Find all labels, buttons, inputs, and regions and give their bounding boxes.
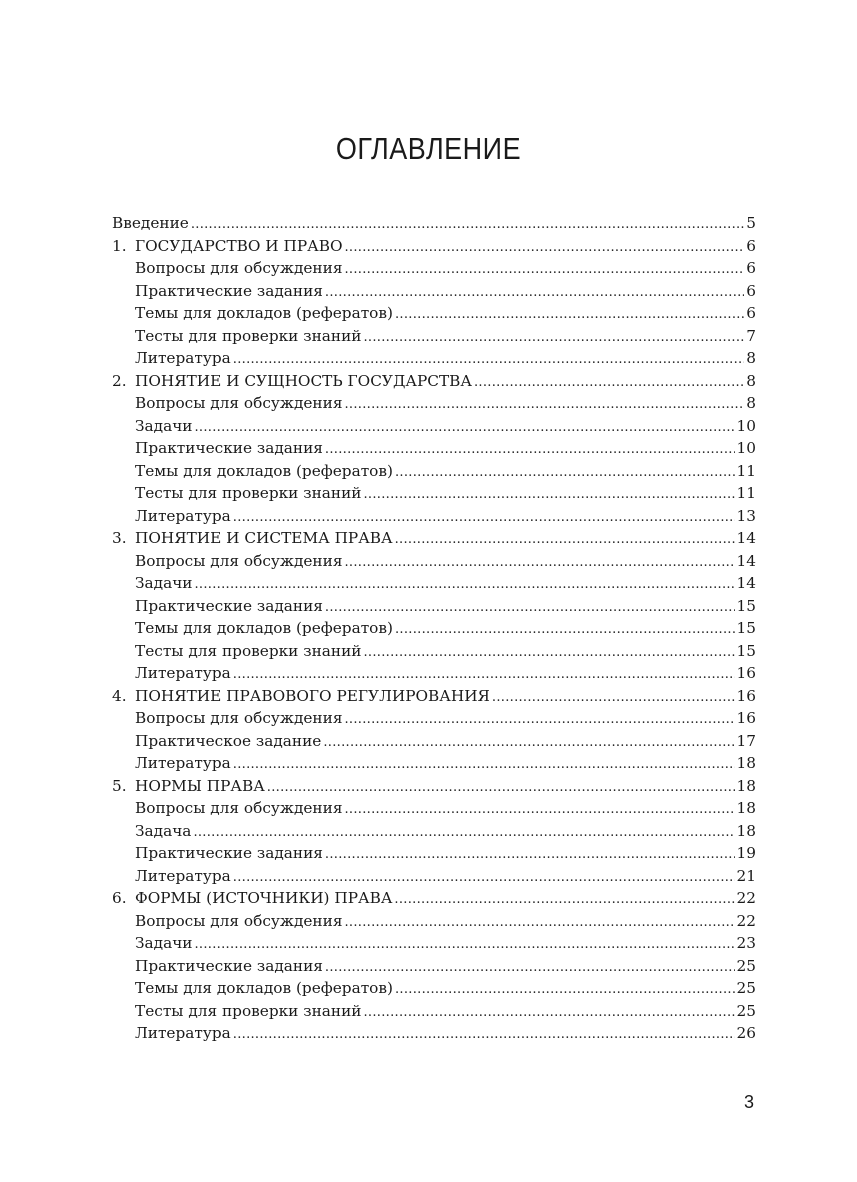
table-of-contents xyxy=(112,212,756,1045)
toc-entry-text: Темы для докладов (рефератов) xyxy=(135,979,393,997)
toc-subentry xyxy=(112,640,756,663)
toc-entry-number: 1. xyxy=(112,236,127,255)
toc-entry-label xyxy=(135,977,393,1000)
toc-subentry xyxy=(112,662,756,685)
toc-entry-page: 14 xyxy=(736,551,756,570)
toc-entry-label xyxy=(135,842,323,865)
toc-entry-text: Тесты для проверки знаний xyxy=(135,326,362,345)
toc-entry-label xyxy=(135,662,231,685)
toc-entry-page: 7 xyxy=(746,326,756,345)
toc-dot-leader xyxy=(233,349,745,370)
toc-dot-leader xyxy=(395,619,735,640)
toc-entry-text: Литература xyxy=(135,349,231,367)
toc-dot-leader xyxy=(364,484,735,505)
toc-entry-text: Практические задания xyxy=(135,844,323,862)
toc-entry-label xyxy=(135,797,342,820)
toc-entry-page: 18 xyxy=(736,754,756,772)
toc-entry-page: 10 xyxy=(736,439,756,457)
toc-subentry xyxy=(112,707,756,730)
toc-subentry xyxy=(112,595,756,618)
toc-dot-leader xyxy=(325,844,735,865)
toc-subentry xyxy=(112,325,756,348)
toc-entry-page: 16 xyxy=(736,664,756,682)
toc-subentry xyxy=(112,865,756,888)
toc-entry-label xyxy=(135,572,193,595)
toc-subentry xyxy=(112,572,756,595)
toc-dot-leader xyxy=(195,417,735,438)
toc-entry xyxy=(112,235,756,258)
toc-dot-leader xyxy=(233,754,735,775)
toc-entry-text: Задачи xyxy=(135,574,193,592)
toc-subentry xyxy=(112,505,756,528)
toc-entry-text: Практические задания xyxy=(135,439,323,457)
toc-entry-label xyxy=(135,617,393,640)
toc-entry-label xyxy=(112,887,392,910)
toc-entry-text: ПОНЯТИЕ И СУЩНОСТЬ ГОСУДАРСТВА xyxy=(135,371,472,390)
toc-entry-label xyxy=(135,640,362,663)
toc-entry-text: Задачи xyxy=(135,934,193,952)
toc-entry-label xyxy=(135,280,323,303)
toc-subentry xyxy=(112,820,756,843)
toc-entry-label xyxy=(135,910,342,933)
toc-subentry xyxy=(112,415,756,438)
toc-dot-leader xyxy=(395,304,744,325)
toc-entry-page: 15 xyxy=(736,641,756,660)
toc-dot-leader xyxy=(195,574,735,595)
toc-entry xyxy=(112,527,756,550)
toc-entry-label xyxy=(135,707,342,730)
toc-entry-page: 6 xyxy=(746,259,756,277)
toc-entry-text: Введение xyxy=(112,214,189,232)
toc-subentry xyxy=(112,730,756,753)
toc-subentry xyxy=(112,955,756,978)
toc-entry-page: 11 xyxy=(736,484,756,502)
toc-entry-page: 15 xyxy=(736,619,756,637)
toc-entry-label xyxy=(135,1000,362,1023)
toc-entry-label xyxy=(135,752,231,775)
toc-subentry xyxy=(112,302,756,325)
toc-entry-text: ПОНЯТИЕ И СИСТЕМА ПРАВА xyxy=(135,529,393,547)
toc-entry-text: Тесты для проверки знаний xyxy=(135,484,362,502)
toc-entry-text: Вопросы для обсуждения xyxy=(135,259,343,277)
toc-entry-page: 17 xyxy=(736,731,756,750)
toc-entry-number: 4. xyxy=(112,686,127,705)
toc-dot-leader xyxy=(395,462,735,483)
toc-entry-page: 23 xyxy=(736,934,756,952)
toc-dot-leader xyxy=(233,664,735,685)
toc-dot-leader xyxy=(474,372,744,393)
toc-dot-leader xyxy=(364,642,735,663)
toc-entry-page: 15 xyxy=(736,596,756,615)
toc-subentry xyxy=(112,437,756,460)
toc-entry-label xyxy=(112,370,472,393)
toc-entry-text: Литература xyxy=(135,1024,231,1042)
toc-entry-text: Практические задания xyxy=(135,281,323,300)
toc-entry-number: 5. xyxy=(112,776,127,795)
toc-entry-text: Литература xyxy=(135,754,231,772)
toc-entry-page: 6 xyxy=(746,281,756,300)
toc-subentry xyxy=(112,257,756,280)
toc-entry-page: 18 xyxy=(736,776,756,795)
toc-dot-leader xyxy=(267,777,735,798)
toc-entry-page: 18 xyxy=(736,821,756,840)
toc-dot-leader xyxy=(233,867,735,888)
toc-dot-leader xyxy=(364,1002,735,1023)
page-title: ОГЛАВЛЕНИЕ xyxy=(335,132,522,166)
toc-entry-page: 10 xyxy=(736,416,756,435)
toc-dot-leader xyxy=(325,439,735,460)
toc-dot-leader xyxy=(492,687,735,708)
toc-entry xyxy=(112,685,756,708)
toc-dot-leader xyxy=(344,799,734,820)
toc-entry-page: 13 xyxy=(736,506,756,525)
toc-entry-label xyxy=(135,955,323,978)
toc-subentry xyxy=(112,977,756,1000)
toc-entry-text: Тесты для проверки знаний xyxy=(135,1001,362,1020)
toc-entry-text: Практические задания xyxy=(135,596,323,615)
toc-subentry xyxy=(112,1022,756,1045)
toc-entry-text: ФОРМЫ (ИСТОЧНИКИ) ПРАВА xyxy=(135,889,393,907)
toc-subentry xyxy=(112,550,756,573)
toc-dot-leader xyxy=(325,282,744,303)
toc-dot-leader xyxy=(233,507,735,528)
toc-dot-leader xyxy=(345,237,745,258)
page-number: 3 xyxy=(744,1092,755,1112)
toc-entry-label xyxy=(135,347,231,370)
toc-entry-page: 6 xyxy=(746,236,756,255)
toc-entry-page: 22 xyxy=(736,911,756,930)
toc-subentry xyxy=(112,910,756,933)
toc-subentry xyxy=(112,932,756,955)
toc-entry-page: 25 xyxy=(736,979,756,997)
toc-entry-label xyxy=(135,302,393,325)
toc-entry xyxy=(112,212,756,235)
toc-entry-text: Задача xyxy=(135,821,192,840)
toc-dot-leader xyxy=(394,889,734,910)
toc-entry-text: Темы для докладов (рефератов) xyxy=(135,619,393,637)
toc-entry-page: 18 xyxy=(736,799,756,817)
toc-entry-page: 25 xyxy=(736,956,756,975)
toc-entry-label xyxy=(135,482,362,505)
toc-entry-label xyxy=(135,325,362,348)
toc-entry-label xyxy=(135,257,342,280)
toc-entry-page: 21 xyxy=(736,866,756,885)
toc-subentry xyxy=(112,842,756,865)
toc-entry-text: Задачи xyxy=(135,416,193,435)
toc-entry-text: Вопросы для обсуждения xyxy=(135,911,343,930)
toc-entry-text: Темы для докладов (рефератов) xyxy=(135,461,393,480)
toc-entry-text: НОРМЫ ПРАВА xyxy=(135,776,265,795)
toc-entry-label xyxy=(112,775,265,798)
toc-entry-label xyxy=(112,212,189,235)
toc-entry-label xyxy=(135,392,342,415)
toc-entry-label xyxy=(135,820,191,843)
toc-dot-leader xyxy=(325,597,735,618)
toc-entry-page: 5 xyxy=(746,214,756,232)
toc-entry-label xyxy=(112,527,393,550)
toc-entry-number: 6. xyxy=(112,889,127,907)
toc-entry-text: Темы для докладов (рефератов) xyxy=(135,304,393,322)
toc-entry-page: 14 xyxy=(736,529,756,547)
toc-entry-text: Практическое задание xyxy=(135,731,322,750)
toc-subentry xyxy=(112,280,756,303)
toc-subentry xyxy=(112,460,756,483)
toc-entry-page: 8 xyxy=(746,371,756,390)
toc-entry-text: Вопросы для обсуждения xyxy=(135,709,343,727)
toc-entry-label xyxy=(135,415,193,438)
toc-entry-page: 16 xyxy=(736,686,756,705)
toc-entry-page: 14 xyxy=(736,574,756,592)
toc-entry-label xyxy=(112,685,490,708)
toc-entry-label xyxy=(135,1022,231,1045)
toc-dot-leader xyxy=(344,552,734,573)
toc-entry xyxy=(112,775,756,798)
toc-subentry xyxy=(112,482,756,505)
toc-dot-leader xyxy=(364,327,745,348)
toc-subentry xyxy=(112,392,756,415)
toc-entry-text: ГОСУДАРСТВО И ПРАВО xyxy=(135,236,343,255)
toc-dot-leader xyxy=(323,732,734,753)
toc-entry-text: Тесты для проверки знаний xyxy=(135,641,362,660)
toc-entry xyxy=(112,887,756,910)
toc-dot-leader xyxy=(191,214,744,235)
toc-dot-leader xyxy=(193,822,734,843)
toc-dot-leader xyxy=(395,979,735,1000)
toc-entry-page: 8 xyxy=(746,394,756,412)
toc-entry-label xyxy=(135,595,323,618)
toc-entry-number: 2. xyxy=(112,371,127,390)
toc-dot-leader xyxy=(195,934,735,955)
toc-subentry xyxy=(112,617,756,640)
toc-subentry xyxy=(112,347,756,370)
toc-entry-text: Вопросы для обсуждения xyxy=(135,394,343,412)
toc-subentry xyxy=(112,797,756,820)
toc-entry-label xyxy=(135,460,393,483)
toc-entry-text: Литература xyxy=(135,866,231,885)
toc-dot-leader xyxy=(325,957,735,978)
toc-dot-leader xyxy=(344,709,734,730)
toc-entry-label xyxy=(135,437,323,460)
toc-entry xyxy=(112,370,756,393)
toc-subentry xyxy=(112,1000,756,1023)
toc-entry-number: 3. xyxy=(112,529,127,547)
toc-entry-text: ПОНЯТИЕ ПРАВОВОГО РЕГУЛИРОВАНИЯ xyxy=(135,686,490,705)
toc-dot-leader xyxy=(395,529,735,550)
toc-entry-page: 25 xyxy=(736,1001,756,1020)
toc-entry-text: Практические задания xyxy=(135,956,323,975)
toc-dot-leader xyxy=(344,912,734,933)
toc-entry-text: Литература xyxy=(135,664,231,682)
toc-entry-text: Литература xyxy=(135,506,231,525)
toc-entry-page: 8 xyxy=(746,349,756,367)
toc-entry-page: 11 xyxy=(736,461,756,480)
toc-entry-label xyxy=(135,505,231,528)
toc-entry-label xyxy=(135,550,342,573)
toc-subentry xyxy=(112,752,756,775)
toc-dot-leader xyxy=(233,1024,735,1045)
toc-entry-page: 22 xyxy=(736,889,756,907)
toc-dot-leader xyxy=(344,259,744,280)
toc-entry-page: 6 xyxy=(746,304,756,322)
toc-entry-label xyxy=(112,235,343,258)
toc-entry-text: Вопросы для обсуждения xyxy=(135,551,343,570)
toc-entry-label xyxy=(135,932,193,955)
toc-entry-page: 19 xyxy=(736,844,756,862)
toc-entry-page: 16 xyxy=(736,709,756,727)
toc-dot-leader xyxy=(344,394,744,415)
toc-entry-text: Вопросы для обсуждения xyxy=(135,799,343,817)
toc-entry-page: 26 xyxy=(736,1024,756,1042)
toc-entry-label xyxy=(135,865,231,888)
toc-entry-label xyxy=(135,730,321,753)
